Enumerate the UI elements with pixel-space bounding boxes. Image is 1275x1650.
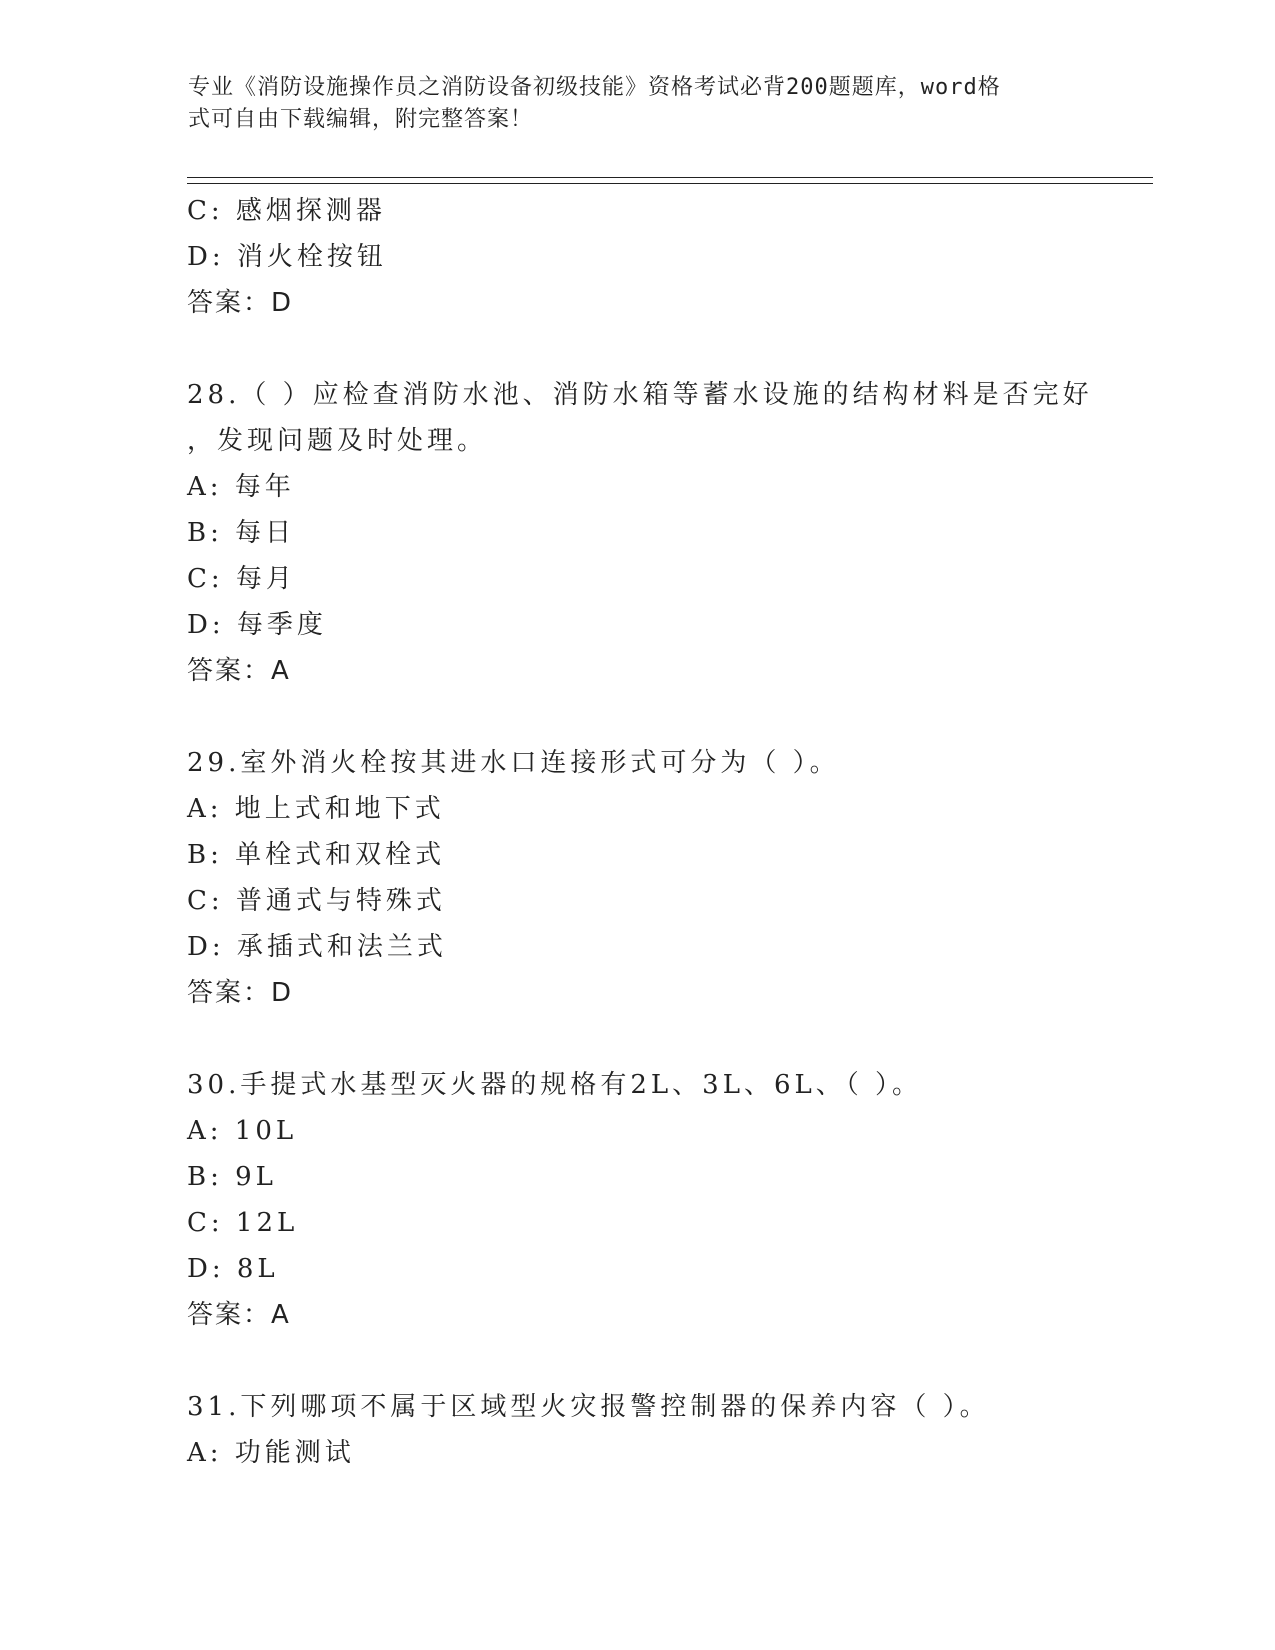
header-line-1: 专业《消防设施操作员之消防设备初级技能》资格考试必背200题题库，word格 (188, 75, 1001, 100)
option-c: C: 普通式与特殊式 (187, 886, 446, 916)
question-28 (187, 372, 1093, 694)
option-d: D: 承插式和法兰式 (187, 932, 447, 962)
question-list (187, 188, 1093, 1476)
answer-line: 答案：D (187, 288, 294, 318)
spacer (187, 326, 1087, 372)
question-27-tail (187, 188, 1087, 326)
option-d: D: 8L (187, 1254, 279, 1284)
question-31 (187, 1384, 1087, 1476)
option-a: A: 10L (187, 1116, 298, 1146)
document-header (188, 72, 1068, 136)
question-stem: 30.手提式水基型灭火器的规格有2L、3L、6L、（ ）。 (187, 1070, 923, 1100)
question-stem: 28.（ ）应检查消防水池、消防水箱等蓄水设施的结构材料是否完好 (187, 380, 1093, 410)
option-b: B: 每日 (187, 518, 296, 548)
header-line-2: 式可自由下载编辑，附完整答案！ (188, 107, 534, 132)
header-divider-bottom (187, 183, 1153, 184)
option-d: D: 消火栓按钮 (187, 242, 387, 272)
header-divider-top (187, 177, 1153, 178)
question-29 (187, 740, 1087, 1016)
option-c: C: 每月 (187, 564, 296, 594)
option-a: A: 功能测试 (187, 1438, 355, 1468)
spacer (187, 1338, 1087, 1384)
question-30 (187, 1062, 1087, 1338)
answer-line: 答案：A (187, 656, 291, 686)
question-stem-continuation: ，发现问题及时处理。 (187, 426, 488, 456)
answer-line: 答案：D (187, 978, 294, 1008)
option-a: A: 地上式和地下式 (187, 794, 445, 824)
option-d: D: 每季度 (187, 610, 327, 640)
option-c: C: 感烟探测器 (187, 196, 386, 226)
question-stem: 31.下列哪项不属于区域型火灾报警控制器的保养内容（ ）。 (187, 1392, 990, 1422)
option-b: B: 9L (187, 1162, 277, 1192)
option-a: A: 每年 (187, 472, 295, 502)
spacer (187, 694, 1087, 740)
spacer (187, 1016, 1087, 1062)
question-stem: 29.室外消火栓按其进水口连接形式可分为（ ）。 (187, 748, 840, 778)
answer-line: 答案：A (187, 1300, 291, 1330)
option-c: C: 12L (187, 1208, 299, 1238)
option-b: B: 单栓式和双栓式 (187, 840, 446, 870)
